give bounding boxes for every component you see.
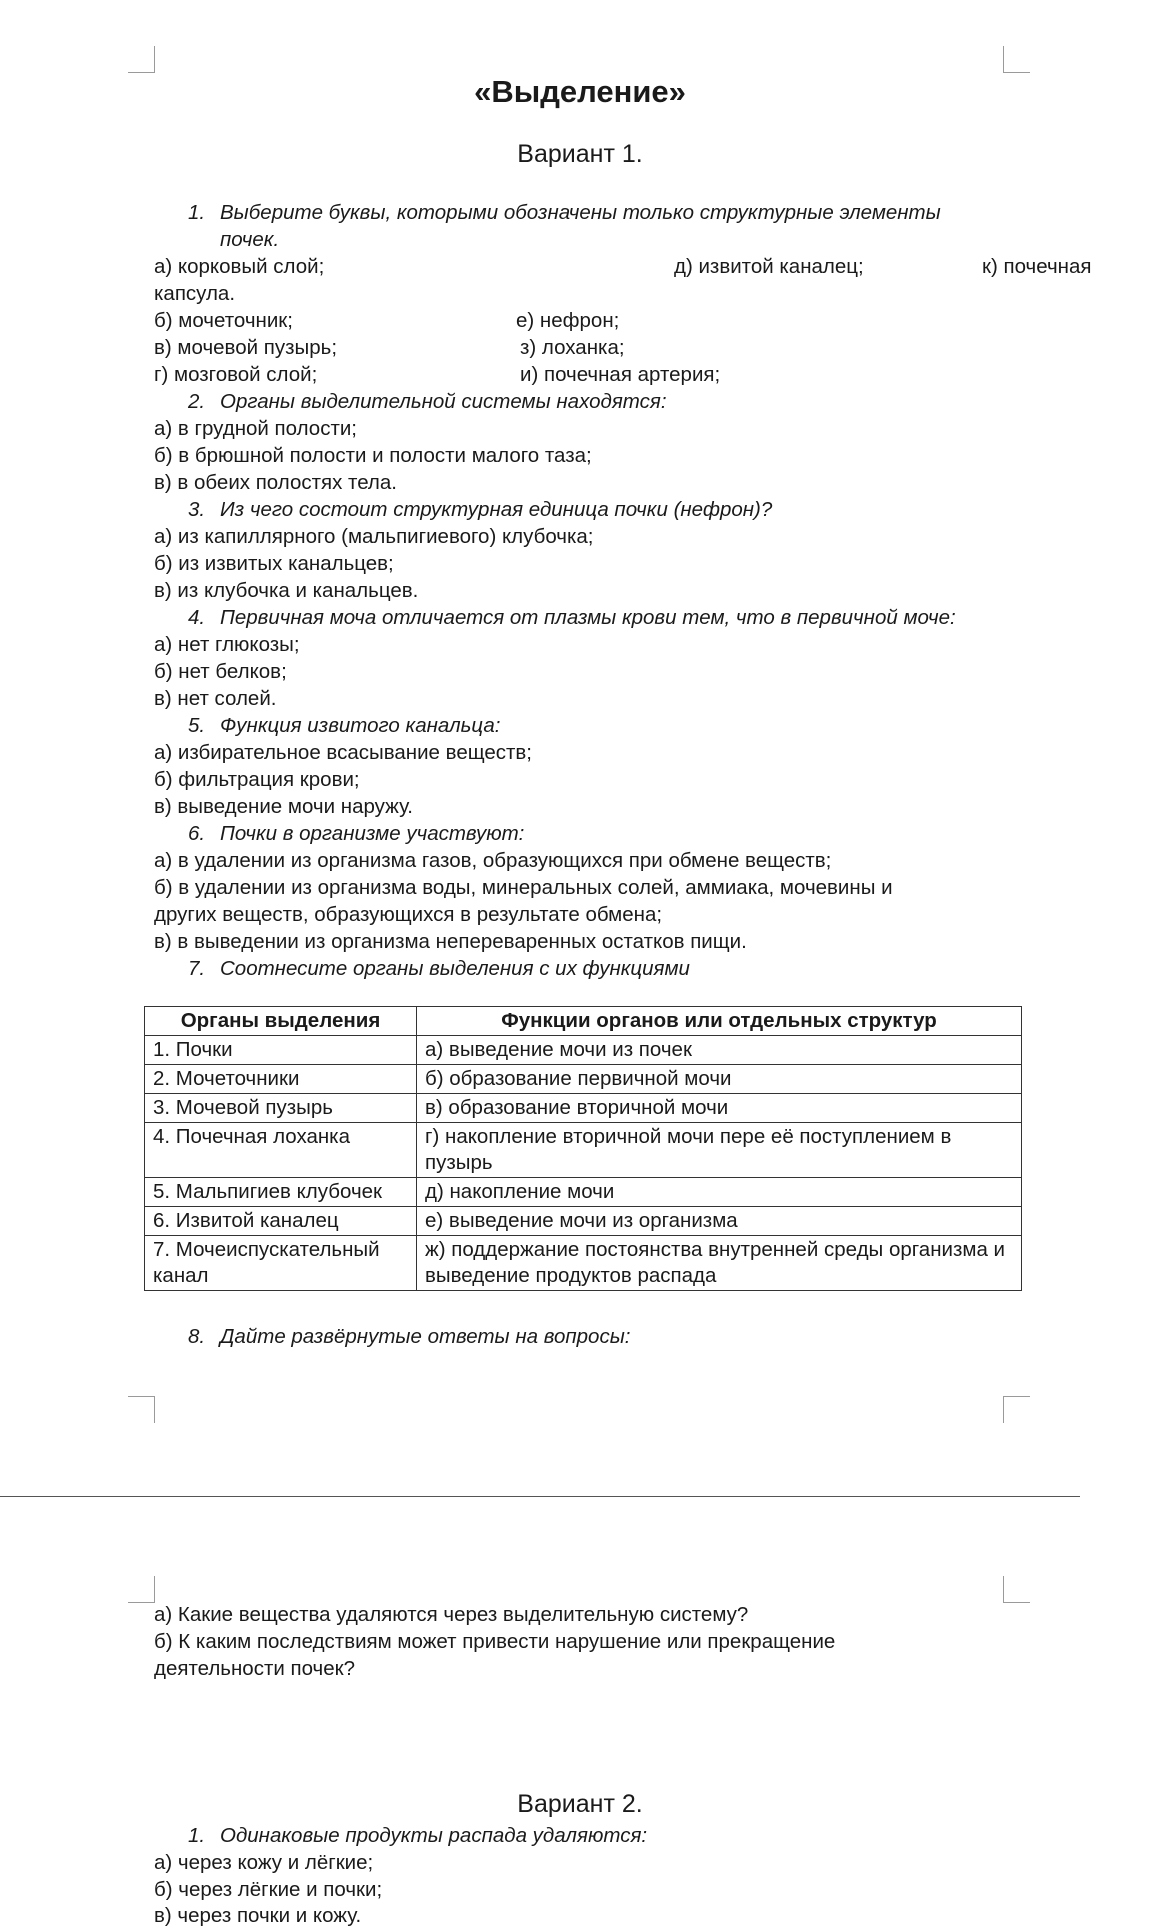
table-cell-function: г) накопление вторичной мочи пере её поступлением в пузырь xyxy=(417,1123,1022,1178)
table-header-row xyxy=(145,1007,1022,1036)
q6-option: в) в выведении из организма непереваренных остатков пищи. xyxy=(154,930,747,953)
q1-row-3: в) мочевой пузырь; з) лоханка; xyxy=(154,336,625,359)
q6-option: б) в удалении из организма воды, минеральных солей, аммиака, мочевины и xyxy=(154,876,893,899)
table-row xyxy=(145,1178,1022,1207)
q2-option: а) в грудной полости; xyxy=(154,417,357,440)
question-8: 8. Дайте развёрнутые ответы на вопросы: xyxy=(188,1325,631,1348)
table-row xyxy=(145,1123,1022,1178)
table-cell-organ: 1. Почки xyxy=(145,1036,417,1065)
table-row xyxy=(145,1094,1022,1123)
question-4: 4. Первичная моча отличается от плазмы крови тем, что в первичной моче: xyxy=(188,606,956,629)
crop-mark-bottom-left xyxy=(128,1396,155,1423)
crop-mark-top-right xyxy=(1003,46,1030,73)
variant-1-heading: Вариант 1. xyxy=(517,140,643,168)
q1-row-1-cont: капсула. xyxy=(154,282,236,305)
v2-q1-option: б) через лёгкие и почки; xyxy=(154,1878,383,1901)
table-cell-organ: 6. Извитой каналец xyxy=(145,1207,417,1236)
crop-mark-page2-top-left xyxy=(128,1576,155,1603)
q4-option: в) нет солей. xyxy=(154,687,277,710)
q2-option: б) в брюшной полости и полости малого таза; xyxy=(154,444,592,467)
q4-option: б) нет белков; xyxy=(154,660,287,683)
q5-option: а) избирательное всасывание веществ; xyxy=(154,741,532,764)
page-separator xyxy=(0,1496,1080,1497)
table-row xyxy=(145,1236,1022,1291)
variant-2-heading: Вариант 2. xyxy=(517,1790,643,1818)
v2-q1-option: а) через кожу и лёгкие; xyxy=(154,1851,374,1874)
table-cell-function: е) выведение мочи из организма xyxy=(417,1207,1022,1236)
q8-question: а) Какие вещества удаляются через выделительную систему? xyxy=(154,1603,749,1626)
q5-option: б) фильтрация крови; xyxy=(154,768,360,791)
matching-table xyxy=(144,1006,1022,1291)
question-5: 5. Функция извитого канальца: xyxy=(188,714,501,737)
table-header-organs: Органы выделения xyxy=(145,1007,417,1036)
table-cell-function: б) образование первичной мочи xyxy=(417,1065,1022,1094)
table-cell-function: д) накопление мочи xyxy=(417,1178,1022,1207)
v2-question-1: 1. Одинаковые продукты распада удаляются: xyxy=(188,1824,648,1847)
table-cell-function: а) выведение мочи из почек xyxy=(417,1036,1022,1065)
table-cell-organ: 7. Мочеиспускательный канал xyxy=(145,1236,417,1291)
q4-option: а) нет глюкозы; xyxy=(154,633,300,656)
q3-option: б) из извитых канальцев; xyxy=(154,552,394,575)
crop-mark-bottom-right xyxy=(1003,1396,1030,1423)
q3-option: в) из клубочка и канальцев. xyxy=(154,579,419,602)
q1-row-1: а) корковый слой; д) извитой каналец; к) почечная xyxy=(154,255,1092,278)
table-row xyxy=(145,1065,1022,1094)
question-2: 2. Органы выделительной системы находятся: xyxy=(188,390,667,413)
question-3: 3. Из чего состоит структурная единица почки (нефрон)? xyxy=(188,498,773,521)
v2-q1-option: в) через почки и кожу. xyxy=(154,1904,362,1927)
table-cell-organ: 5. Мальпигиев клубочек xyxy=(145,1178,417,1207)
q3-option: а) из капиллярного (мальпигиевого) клубочка; xyxy=(154,525,594,548)
document-title: «Выделение» xyxy=(474,74,686,109)
table-cell-organ: 4. Почечная лоханка xyxy=(145,1123,417,1178)
q8-question: деятельности почек? xyxy=(154,1657,355,1680)
crop-mark-top-left xyxy=(128,46,155,73)
table-cell-organ: 2. Мочеточники xyxy=(145,1065,417,1094)
q1-row-2: б) мочеточник; е) нефрон; xyxy=(154,309,620,332)
table-cell-organ: 3. Мочевой пузырь xyxy=(145,1094,417,1123)
q2-option: в) в обеих полостях тела. xyxy=(154,471,397,494)
table-cell-function: ж) поддержание постоянства внутренней среды организма и выведение продуктов распада xyxy=(417,1236,1022,1291)
q5-option: в) выведение мочи наружу. xyxy=(154,795,413,818)
table-header-functions: Функции органов или отдельных структур xyxy=(417,1007,1022,1036)
question-1-cont: почек. xyxy=(220,228,280,251)
q8-question: б) К каким последствиям может привести нарушение или прекращение xyxy=(154,1630,836,1653)
question-1: 1. Выберите буквы, которыми обозначены только структурные элементы xyxy=(188,201,941,224)
q6-option: других веществ, образующихся в результате обмена; xyxy=(154,903,663,926)
table-row xyxy=(145,1207,1022,1236)
q1-row-4: г) мозговой слой; и) почечная артерия; xyxy=(154,363,721,386)
question-6: 6. Почки в организме участвуют: xyxy=(188,822,525,845)
q6-option: а) в удалении из организма газов, образующихся при обмене веществ; xyxy=(154,849,832,872)
crop-mark-page2-top-right xyxy=(1003,1576,1030,1603)
table-cell-function: в) образование вторичной мочи xyxy=(417,1094,1022,1123)
question-7: 7. Соотнесите органы выделения с их функциями xyxy=(188,957,690,980)
table-row xyxy=(145,1036,1022,1065)
